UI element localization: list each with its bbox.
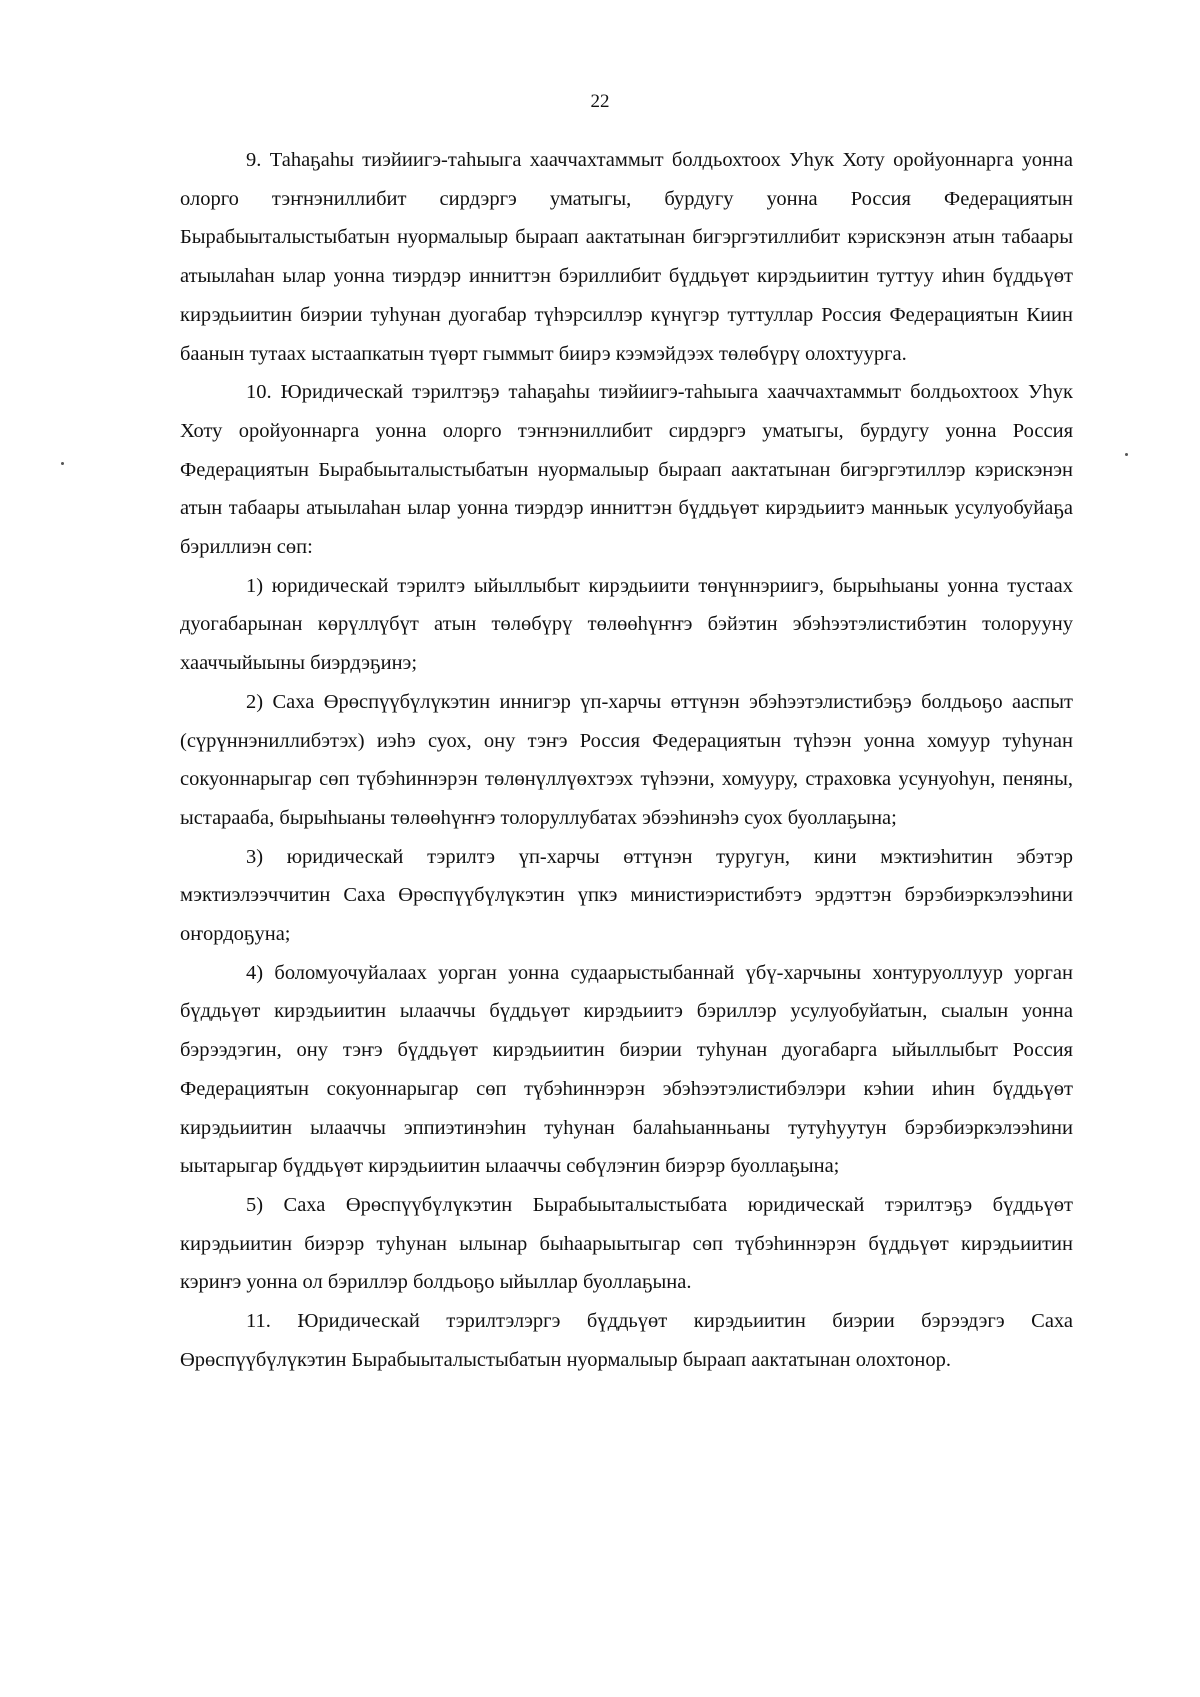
paragraph-10: 10. Юридическай тэрилтэҕэ таһаҕаһы тиэйиигэ-таһыыга хааччахтаммыт болдьохтоох Уһук Хоту оройуоннарга уонна олорго тэҥнэниллибит сирдэргэ уматыгы, бурдугу уонна Россия Федерациятын Бырабыыталыстыбатын нуормалыыр быраап аактатынан бигэргэтиллэр кэрискэнэн атын табаары атыылаһан ылар уонна тиэрдэр инниттэн бүддьүөт кирэдьиитэ манньык усулуобуйаҕа бэриллиэн сөп: bbox=[180, 381, 1073, 559]
paragraph-10-item-2: 2) Саха Өрөспүүбүлүкэтин иннигэр үп-харчы өттүнэн эбэһээтэлистибэҕэ болдьоҕо ааспыт (сүрүннэниллибэтэх) иэһэ суох, ону тэҥэ Россия Федерациятын түһээн уонна хомуур туһунан сокуоннарыгар сөп түбэһиннэрэн төлөнүллүөхтээх түһээни, хомууру, страховка усунуоһун, пеняны, ыстарааба, бырыһыаны төлөөһүҥҥэ толоруллубатах эбээһинэһэ суох буоллаҕына; bbox=[180, 690, 1073, 829]
paragraph-10-item-4: 4) боломуочуйалаах уорган уонна судаарыстыбаннай үбү-харчыны хонтуруоллуур уорган бүддьүөт кирэдьиитин ылааччы бүддьүөт кирэдьиитэ бэриллэр усулуобуйатын, сыалын уонна бэрээдэгин, ону тэҥэ бүддьүөт кирэдьиитин биэрии туһунан дуогабарга ыйыллыбыт Россия Федерациятын сокуоннарыгар сөп түбэһиннэрэн эбэһээтэлистибэлэри кэһии иһин бүддьүөт кирэдьиитин ылааччы эппиэтинэһин туһунан балаһыанньаны тутуһуутун бэрэбиэркэлээһини ыытарыгар бүддьүөт кирэдьиитин ылааччы сөбүлэҥин биэрэр буоллаҕына; bbox=[180, 961, 1073, 1178]
paragraph-9: 9. Таһаҕаһы тиэйиигэ-таһыыга хааччахтаммыт болдьохтоох Уһук Хоту оройуоннарга уонна олорго тэҥнэниллибит сирдэргэ уматыгы, бурдугу уонна Россия Федерациятын Бырабыыталыстыбатын нуормалыыр быраап аактатынан бигэргэтиллибит кэрискэнэн атын табаары атыылаһан ылар уонна тиэрдэр инниттэн бэриллибит бүддьүөт кирэдьиитин туттуу иһин бүддьүөт кирэдьиитин биэрии туһунан дуогабар түһэрсиллэр күнүгэр туттуллар Россия Федерациятын Киин баанын тутаах ыстаапкатын түөрт гыммыт биирэ кээмэйдээх төлөбүрү олохтуурга. bbox=[180, 149, 1073, 365]
paragraph-11: 11. Юридическай тэрилтэлэргэ бүддьүөт кирэдьиитин биэрии бэрээдэгэ Саха Өрөспүүбүлүкэтин Бырабыыталыстыбатын нуормалыыр быраап аактатынан олохтонор. bbox=[180, 1310, 1073, 1371]
paragraph-10-item-3: 3) юридическай тэрилтэ үп-харчы өттүнэн туругун, кини мэктиэһитин эбэтэр мэктиэлээччитин Саха Өрөспүүбүлүкэтин үпкэ министиэристибэтэ эрдэттэн бэрэбиэркэлээһини оҥордоҕуна; bbox=[180, 845, 1073, 946]
page-number: 22 bbox=[590, 91, 610, 112]
paragraph-10-item-1: 1) юридическай тэрилтэ ыйыллыбыт кирэдьиити төнүннэриигэ, бырыһыаны уонна тустаах дуогабарынан көрүллүбүт атын төлөбүрү төлөөһүҥҥэ бэйэтин эбэһээтэлистибэтин толорууну хааччыйыыны биэрдэҕинэ; bbox=[180, 574, 1073, 675]
document-body bbox=[180, 141, 1073, 1380]
scan-speck-left bbox=[61, 462, 64, 465]
scan-speck-right bbox=[1125, 453, 1128, 456]
paragraph-10-item-5: 5) Саха Өрөспүүбүлүкэтин Бырабыыталыстыбата юридическай тэрилтэҕэ бүддьүөт кирэдьиитин биэрэр туһунан ылынар быһаарыытыгар сөп түбэһиннэрэн бүддьүөт кирэдьиитин кэриҥэ уонна ол бэриллэр болдьоҕо ыйыллар буоллаҕына. bbox=[180, 1193, 1073, 1294]
